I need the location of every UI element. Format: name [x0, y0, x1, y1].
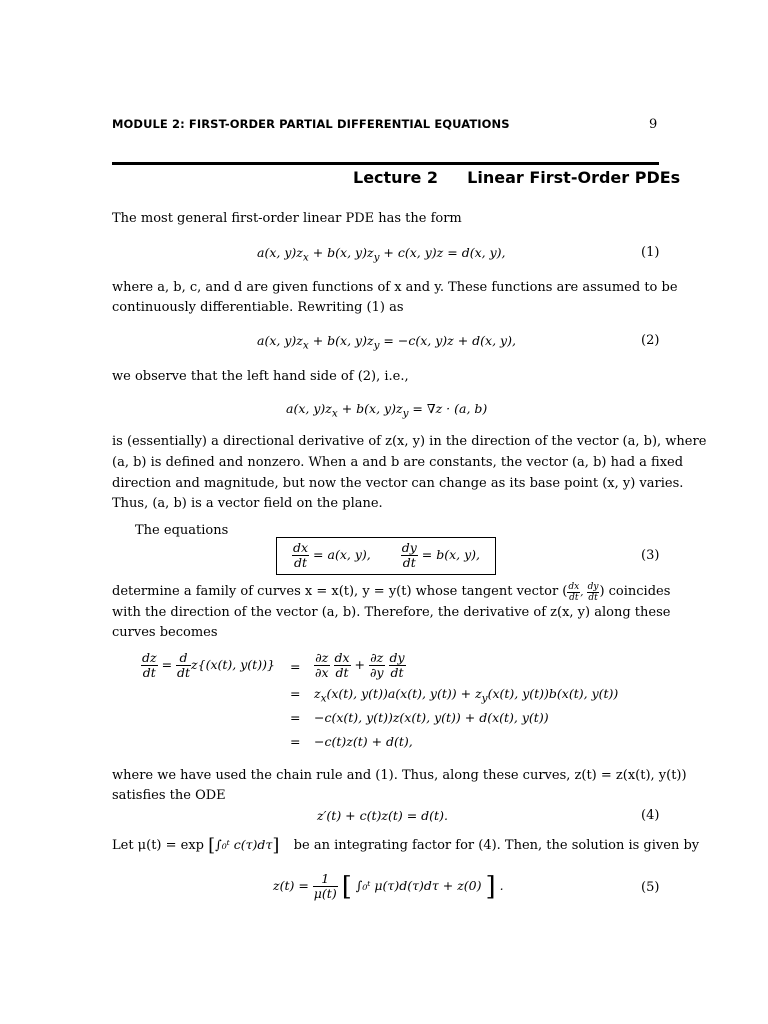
- derivation-eq-sign-2: =: [290, 686, 301, 701]
- equation-3: $\frac{dx}{dt}$ = a(x, y), $\frac{dy}{dt}$ = b(x, y),: [293, 540, 480, 570]
- running-header: MODULE 2: FIRST-ORDER PARTIAL DIFFERENTIAL EQUATIONS: [112, 117, 510, 131]
- lecture-name: Linear First-Order PDEs: [467, 168, 681, 187]
- paragraph-directional-line1: is (essentially) a directional derivative of z(x, y) in the direction of the vector (a, b), where: [112, 434, 707, 449]
- derivation-line-4: −c(t)z(t) + d(t),: [314, 734, 413, 749]
- equation-gradient: a(x, $y)z_x + b(x$, $y)z_y = \nabla z \cdot (a$, b): [286, 401, 488, 420]
- paragraph-curves-line3: curves becomes: [112, 625, 218, 640]
- paragraph-chain-line2: satisfies the ODE: [112, 788, 226, 803]
- derivation-eq-sign-1: =: [290, 659, 301, 674]
- page-number: 9: [649, 117, 658, 132]
- equation-4: z′(t) + c(t)z(t) = d(t).: [317, 808, 448, 823]
- paragraph-directional-line3: direction and magnitude, but now the vector can change as its base point (x, y) varies.: [112, 476, 684, 491]
- paragraph-directional-line4: Thus, (a, b) is a vector field on the plane.: [112, 496, 383, 511]
- equation-1: a(x, $y)z_x + b(x$, $y)z_y + c(x$, y)z = d(x, y),: [257, 245, 506, 264]
- equation-5: z(t) = $\frac{1}{\mu(t)}$ [ ∫₀ᵗ μ(τ)d(τ)dτ + z(0) ] .: [273, 871, 504, 902]
- paragraph-curves-line2: with the direction of the vector (a, b). Therefore, the derivative of z(x, y) along these: [112, 605, 671, 620]
- paragraph-curves-line1: determine a family of curves x = x(t), y = y(t) whose tangent vector ( $\frac{dx}{dt}$ , $\frac{dy}{dt}$ ) coincides: [112, 582, 671, 603]
- derivation-eq-sign-4: =: [290, 734, 301, 749]
- derivation-line-3: −c(x(t), y(t))z(x(t), y(t)) + d(x(t), y(t)): [314, 710, 549, 725]
- paragraph-functions-line1: where a, b, c, and d are given functions of x and y. These functions are assumed to be: [112, 280, 678, 295]
- equation-2: a(x, $y)z_x + b(x$, $y)z_y = -c(x$, y)z + d(x, y),: [257, 333, 516, 352]
- paragraph-integrating-factor: Let μ(t) = exp [∫₀ᵗ c(τ)dτ] be an integrating factor for (4). Then, the solution is given by: [112, 835, 700, 856]
- equation-4-number: (4): [641, 808, 660, 823]
- derivation-line-1-rhs: $\frac{\partial z}{\partial x}$ $\frac{dx}{dt}$ + $\frac{\partial z}{\partial y}$ $\frac{dy}{dt}$: [315, 650, 405, 680]
- equation-1-number: (1): [641, 245, 660, 260]
- equation-5-number: (5): [641, 880, 660, 895]
- equation-2-number: (2): [641, 333, 660, 348]
- equation-3-number: (3): [641, 548, 660, 563]
- paragraph-intro: The most general first-order linear PDE has the form: [112, 211, 462, 226]
- lecture-number: Lecture 2: [353, 168, 439, 187]
- paragraph-functions-line2: continuously differentiable. Rewriting (1) as: [112, 300, 404, 315]
- paragraph-directional-line2: (a, b) is defined and nonzero. When a and b are constants, the vector (a, b) had a fixed: [112, 455, 684, 470]
- paragraph-chain-line1: where we have used the chain rule and (1). Thus, along these curves, z(t) = z(x(t), y(t)): [112, 768, 687, 783]
- header-rule: [112, 162, 659, 165]
- derivation-eq-sign-3: =: [290, 710, 301, 725]
- paragraph-observe: we observe that the left hand side of (2), i.e.,: [112, 369, 409, 384]
- derivation-line-2: $z_x(x(t)$, y(t))a(x(t), $y(t)) + z_y(x(t)$, y(t))b(x(t), y(t)): [314, 686, 619, 705]
- derivation-line-1-lhs: $\frac{dz}{dt}$ = $\frac{d}{dt}$ z{(x(t), y(t))}: [142, 650, 275, 680]
- lecture-title: [353, 168, 680, 187]
- paragraph-equations: The equations: [135, 523, 229, 538]
